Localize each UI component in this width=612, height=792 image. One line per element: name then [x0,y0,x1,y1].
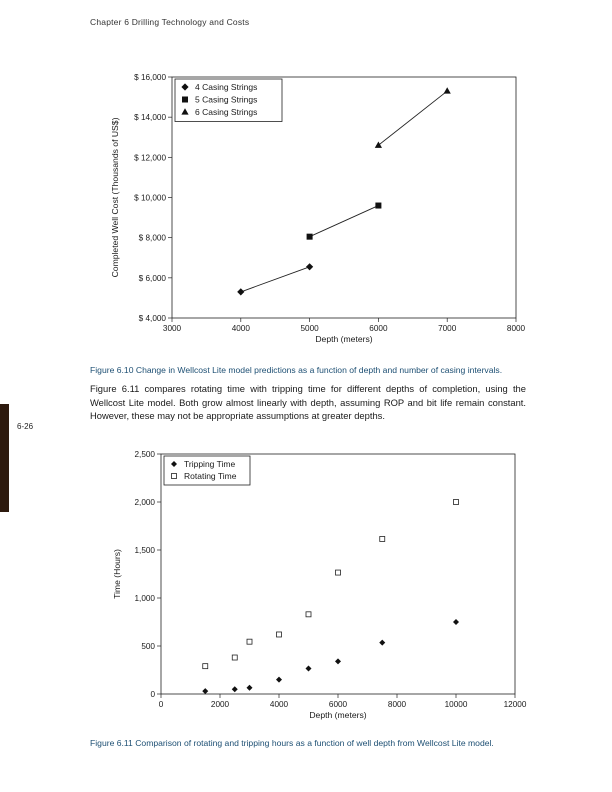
data-point [453,619,459,625]
x-tick-label: 8000 [387,700,407,709]
x-tick-label: 10000 [444,700,468,709]
y-axis-label: Time (Hours) [112,549,122,599]
data-point [306,612,311,617]
y-tick-label: $ 10,000 [134,193,166,203]
y-axis-label: Completed Well Cost (Thousands of US$) [110,117,120,278]
x-tick-label: 4000 [231,324,250,333]
legend-label: Tripping Time [184,459,236,469]
time-vs-depth-chart [100,445,540,730]
x-tick-label: 8000 [506,324,526,333]
data-point [203,664,208,669]
y-tick-label: $ 4,000 [138,314,166,323]
legend-label: 4 Casing Strings [195,82,258,92]
legend-marker [182,97,188,103]
x-tick-label: 12000 [503,700,527,709]
y-tick-label: 500 [141,642,155,651]
figure-6-11-caption: Figure 6.11 Comparison of rotating and tripping hours as a function of well depth from Wellcost Lite model. [90,738,494,748]
data-point [247,639,252,644]
series-line [378,91,447,145]
y-tick-label: 2,500 [134,450,155,459]
y-tick-label: 0 [150,690,155,699]
data-point [379,640,385,646]
x-tick-label: 2000 [210,700,230,709]
legend-label: 6 Casing Strings [195,107,258,117]
figure-6-10-caption: Figure 6.10 Change in Wellcost Lite model predictions as a function of depth and number of casing intervals. [90,365,503,375]
x-tick-label: 0 [158,700,164,709]
data-point [336,570,341,575]
x-axis-label: Depth (meters) [309,710,367,720]
series-line [241,267,310,292]
y-tick-label: 1,000 [134,594,155,603]
data-point [276,677,282,683]
x-tick-label: 7000 [438,324,457,333]
data-point [307,234,313,240]
data-point [335,658,341,664]
data-point [232,655,237,660]
y-tick-label: $ 8,000 [138,233,166,243]
body-paragraph: Figure 6.11 compares rotating time with tripping time for different depths of completion, using the Wellcost Lite model. Both grow almost linearly with depth, assuming ROP and bit life remain constant. However, these may not be appropriate assumptions at greater depths. [90,383,526,421]
data-point [232,686,238,692]
data-point [454,500,459,505]
y-tick-label: $ 14,000 [134,113,166,123]
page-number: 6-26 [17,422,34,431]
data-point [202,688,208,694]
data-point [306,666,312,672]
x-tick-label: 4000 [269,700,289,709]
data-point [247,685,253,691]
data-point [237,288,244,295]
data-point [375,203,381,209]
series-line [310,206,379,237]
legend-marker [172,474,177,479]
y-tick-label: 1,500 [134,546,155,555]
y-tick-label: $ 16,000 [134,73,166,82]
data-point [277,632,282,637]
data-point [375,141,382,147]
running-header: Chapter 6 Drilling Technology and Costs [90,17,250,27]
data-point [444,87,451,93]
legend-label: 5 Casing Strings [195,94,258,105]
y-tick-label: 2,000 [134,498,155,507]
x-axis-label: Depth (meters) [315,334,373,344]
x-tick-label: 5000 [300,324,319,333]
well-cost-chart [100,62,540,356]
x-tick-label: 3000 [162,324,182,333]
chapter-tab-bar [0,404,9,512]
x-tick-label: 6000 [328,700,348,709]
data-point [380,536,385,541]
y-tick-label: $ 12,000 [134,153,166,163]
y-tick-label: $ 6,000 [138,273,166,283]
legend-label: Rotating Time [184,471,237,481]
x-tick-label: 6000 [369,324,388,333]
data-point [306,263,313,270]
